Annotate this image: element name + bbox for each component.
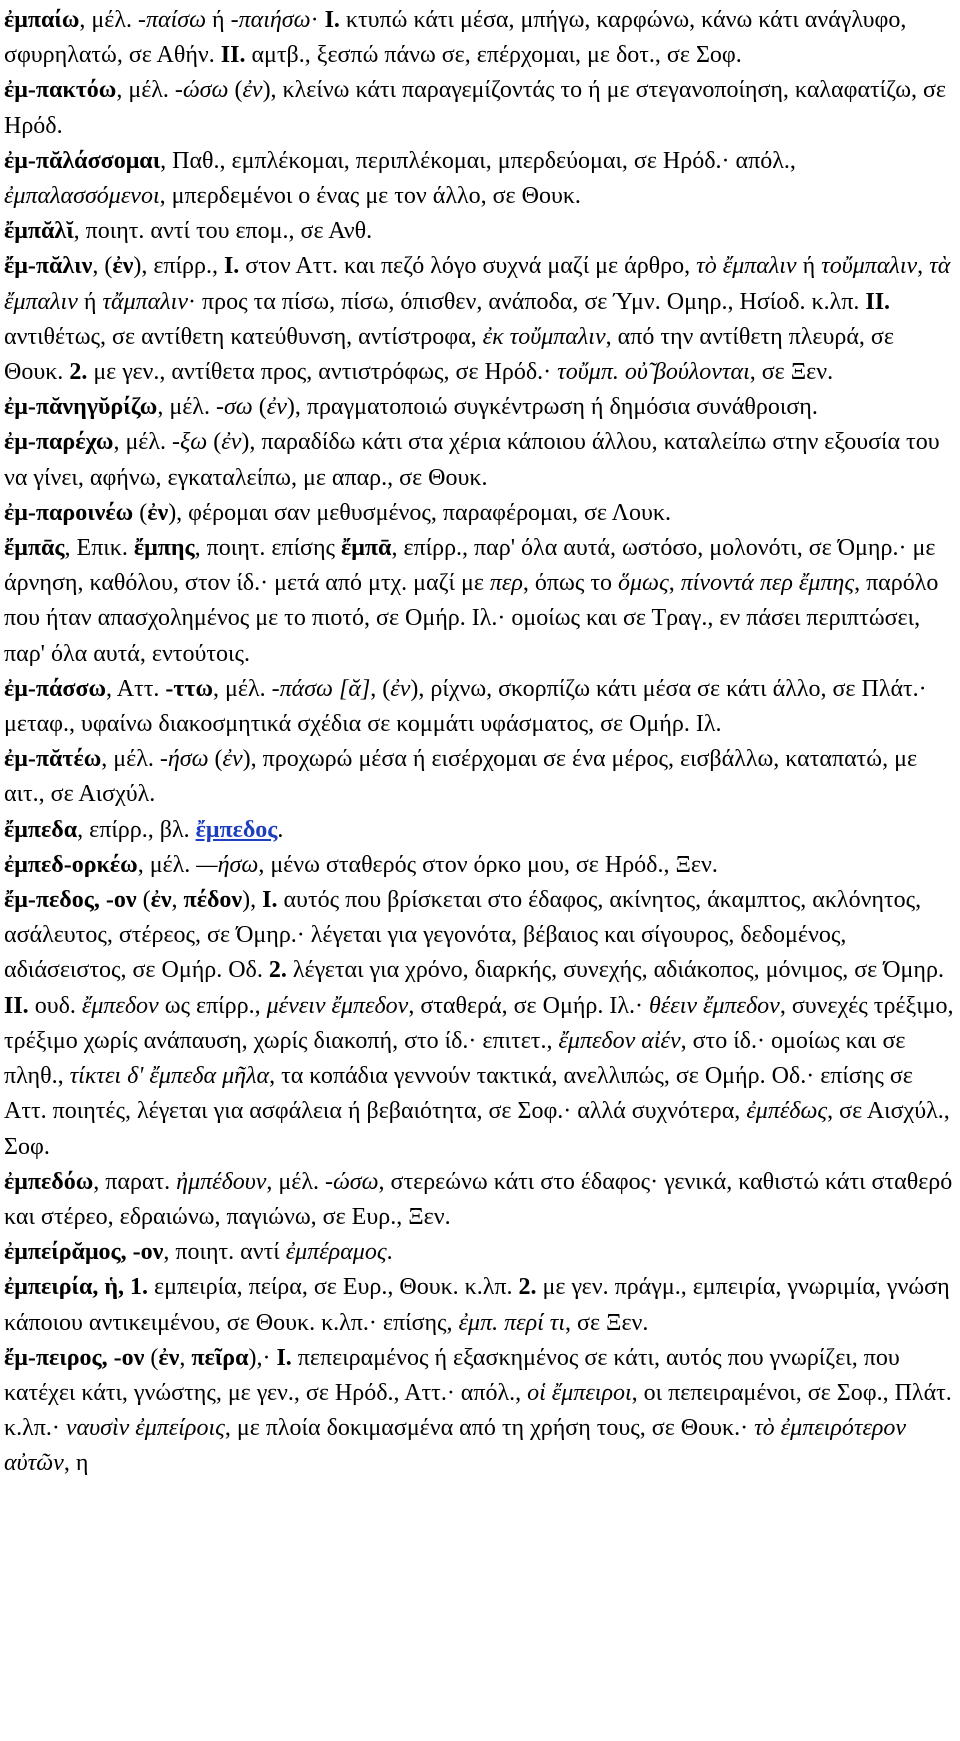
entry-text: ( xyxy=(252,394,267,421)
dictionary-entry xyxy=(4,813,956,848)
entry-text: , ποιητ. αντί xyxy=(163,1239,286,1266)
entry-text: · xyxy=(310,7,325,33)
entry-text: , μέλ. xyxy=(113,429,173,456)
entry-headword: ἔμ-πειρος, -ον xyxy=(4,1344,145,1371)
entry-text: , μπερδεμένοι ο ένας με τον άλλο, σε Θουκ. xyxy=(159,183,581,210)
entry-text: , όπως το xyxy=(522,570,618,597)
entry-headword: ἐμ-πάσσω xyxy=(4,675,107,702)
entry-greek-italic: ἐν xyxy=(222,746,243,773)
entry-greek-italic: μένειν ἔμπεδον xyxy=(266,992,409,1019)
entry-text: ), επίρρ., xyxy=(133,253,224,280)
entry-greek-italic: —ήσω xyxy=(196,851,259,878)
entry-headword: ἐν xyxy=(158,1344,180,1371)
entry-greek-italic: -ώσω xyxy=(174,77,229,104)
entry-text: ), κλείνω κάτι παραγεμίζοντάς το ή με στεγανοποίηση, καλαφατίζω, σε Ηρόδ. xyxy=(4,77,947,139)
entry-greek-italic: ἐν xyxy=(390,675,411,702)
dictionary-entry xyxy=(4,425,956,495)
entry-text: ή xyxy=(796,253,822,280)
entry-text: , μέλ. xyxy=(157,394,216,421)
entry-text: , xyxy=(171,887,184,914)
dictionary-entry xyxy=(4,249,956,390)
entry-headword: ἐμ-πᾰνηγῠρίζω xyxy=(4,394,158,421)
entry-text: με γεν., αντίθετα προς, αντιστρόφως, σε Ηρόδ.· xyxy=(87,359,558,386)
entry-greek-italic: ἐν xyxy=(266,394,287,421)
entry-text: , επίρρ., βλ. xyxy=(77,816,196,843)
entry-text: , ( xyxy=(92,253,113,280)
entry-headword: ἔμ-πεδος, -ον xyxy=(4,887,137,914)
entry-text: . xyxy=(277,816,284,843)
entry-text: ),· xyxy=(248,1344,277,1371)
entry-headword: II. xyxy=(220,42,246,69)
entry-text: , από την αντίθετη πλευρά, σε Θουκ. xyxy=(4,323,894,386)
entry-text: , Επικ. xyxy=(64,535,134,562)
entry-text: ή xyxy=(77,288,103,315)
entry-greek-italic: ἐμπ. περί τι xyxy=(458,1309,566,1336)
entry-greek-italic: τοὔμπ. οὐ̃ βούλονται xyxy=(557,359,750,386)
entry-text: , σε Ξεν. xyxy=(565,1309,649,1336)
entry-greek-italic: πίνοντά περ ἔμπης xyxy=(680,570,855,597)
entry-greek-italic: ἐμπαλασσόμενοι xyxy=(4,183,160,210)
dictionary-entry xyxy=(4,848,956,883)
entry-text: ), πραγματοποιώ συγκέντρωση ή δημόσια συνάθροιση. xyxy=(286,394,818,421)
entry-text: αντιθέτως, σε αντίθετη κατεύθυνση, αντίστροφα, xyxy=(4,323,483,350)
dictionary-entry xyxy=(4,496,956,531)
entry-headword: I. xyxy=(262,887,278,914)
entry-text: ουδ. xyxy=(28,992,82,1019)
dictionary-entry xyxy=(4,144,956,214)
dictionary-entry xyxy=(4,883,956,1165)
entry-text: εμπειρία, πείρα, σε Ευρ., Θουκ. κ.λπ. xyxy=(148,1274,519,1301)
entry-headword: πεῖρα xyxy=(191,1344,249,1371)
entry-text: , μένω σταθερός στον όρκο μου, σε Ηρόδ., Ξεν. xyxy=(258,851,718,878)
dictionary-entry xyxy=(4,1235,956,1270)
entry-text: ), φέρομαι σαν μεθυσμένος, παραφέρομαι, σε Λουκ. xyxy=(168,499,672,526)
entry-text: πεπειραμένος ή εξασκημένος σε κάτι, αυτός που γνωρίζει, που κατέχει κάτι, γνώστης, με γεν., σε Ηρόδ., Αττ.· απόλ., xyxy=(4,1344,900,1406)
entry-greek-italic: τὰ ἔμπαλιν xyxy=(4,253,951,315)
entry-text: , xyxy=(668,570,681,597)
entry-text: , συνεχές τρέξιμο, τρέξιμο χωρίς ανάπαυση, χωρίς διακοπή, στο ίδ.· επιτετ., xyxy=(4,992,954,1054)
entry-headword: ἐμπείρᾰμος, -ον xyxy=(4,1239,164,1266)
entry-text: ( xyxy=(228,77,243,104)
entry-headword: ἔμπης xyxy=(133,535,195,562)
entry-text: αυτός που βρίσκεται στο έδαφος, ακίνητος, άκαμπτος, ακλόνητος, ασάλευτος, στέρεος, σε Όμηρ.· λέγεται για γεγονότα, βέβαιος και σίγουρος, δεδομένος, αδιάσειστος, σε Ομήρ. Οδ. xyxy=(4,887,922,984)
entry-text: , μέλ. xyxy=(79,7,138,33)
entry-headword: 2. xyxy=(268,957,287,984)
entry-headword: ἐμπειρία, ἡ, 1. xyxy=(4,1274,149,1301)
entry-text: , ποιητ. αντί του επομ., σε Ανθ. xyxy=(73,218,373,245)
entry-greek-italic: -παίσω xyxy=(137,7,207,33)
entry-headword: ἐμ-πακτόω xyxy=(4,77,117,104)
entry-greek-italic: -ήσω xyxy=(159,746,209,773)
entry-headword: ἐν xyxy=(150,887,172,914)
entry-text: αμτβ., ξεσπώ πάνω σε, επέρχομαι, με δοτ., σε Σοφ. xyxy=(245,42,742,69)
entry-text: ( xyxy=(133,499,148,526)
entry-headword: I. xyxy=(276,1344,292,1371)
entry-text: , η xyxy=(63,1450,89,1477)
entry-text: , μέλ. xyxy=(266,1168,326,1195)
entry-text: . xyxy=(386,1239,393,1266)
entry-text: , μέλ. xyxy=(101,746,160,773)
entry-text: ( xyxy=(136,887,151,914)
entry-headword: ἔμπᾱς xyxy=(4,535,65,562)
entry-text: , στο ίδ.· ομοίως και σε πληθ., xyxy=(4,1027,906,1090)
entry-text: ως επίρρ., xyxy=(158,992,267,1019)
entry-greek-italic: ἔμπεδον αἰέν xyxy=(558,1027,681,1054)
entry-headword: ἔμ-πᾰλιν xyxy=(4,253,93,280)
entry-greek-italic: ναυσὶν ἐμπείροις xyxy=(65,1415,225,1442)
entry-text: ), προχωρώ μέσα ή εισέρχομαι σε ένα μέρος, εισβάλλω, καταπατώ, με αιτ., σε Αισχύλ. xyxy=(4,746,918,808)
dictionary-entry xyxy=(4,214,956,249)
entry-headword: ἐμ-πᾰλάσσομαι xyxy=(4,147,161,174)
dictionary-entry xyxy=(4,531,956,672)
dictionary-entry xyxy=(4,742,956,812)
entry-headword: 2. xyxy=(69,359,88,386)
entry-greek-italic: ἔμπεδον xyxy=(81,992,159,1019)
entry-text: , επίρρ., παρ' όλα αυτά, ωστόσο, μολονότι, σε Όμηρ.· με άρνηση, καθόλου, στον ίδ.· μετά από μτχ. μαζί με xyxy=(4,535,936,597)
entry-text: ), xyxy=(242,887,263,914)
entry-greek-italic: ἐμπέδως xyxy=(746,1098,828,1125)
cross-reference-link[interactable]: ἔμπεδος xyxy=(195,816,278,843)
entry-text: ), παραδίδω κάτι στα χέρια κάποιου άλλου, καταλείπω στην εξουσία του να γίνει, αφήνω, εγκαταλείπω, με απαρ., σε Θουκ. xyxy=(4,429,940,491)
entry-text: , οι πεπειραμένοι, σε Σοφ., Πλάτ. κ.λπ.· xyxy=(4,1379,952,1442)
entry-text: , σταθερά, σε Ομήρ. Ιλ.· xyxy=(408,992,649,1019)
entry-headword: ἐμ-παρέχω xyxy=(4,429,114,456)
entry-greek-italic: θέειν ἔμπεδον xyxy=(648,992,780,1019)
entry-headword: ἐν xyxy=(112,253,134,280)
entry-text: , μέλ. xyxy=(213,675,272,702)
entry-text: , παρατ. xyxy=(93,1168,177,1195)
entry-text: , xyxy=(917,253,930,280)
entry-text: , Αττ. xyxy=(106,675,166,702)
entry-headword: II. xyxy=(4,992,29,1019)
dictionary-entry xyxy=(4,1165,956,1235)
dictionary-entry xyxy=(4,3,956,73)
entry-greek-italic: τὸ ἔμπαλιν xyxy=(696,253,797,280)
entry-headword: ἐμπεδ-ορκέω xyxy=(4,851,138,878)
entry-headword: I. xyxy=(324,7,340,33)
entry-headword: ἐμ-πᾰτέω xyxy=(4,746,102,773)
entry-text: , Παθ., εμπλέκομαι, περιπλέκομαι, μπερδεύομαι, σε Ηρόδ.· απόλ., xyxy=(160,147,796,174)
entry-text: ), ρίχνω, σκορπίζω κάτι μέσα σε κάτι άλλο, σε Πλάτ.· μεταφ., υφαίνω διακοσμητικά σχέδια σε κομμάτι υφάσματος, σε Ομήρ. Ιλ. xyxy=(4,675,927,738)
entry-text: · προς τα πίσω, πίσω, όπισθεν, ανάποδα, σε Ύμν. Ομηρ., Ησίοδ. κ.λπ. xyxy=(187,288,866,315)
entry-headword: ἔμπᾱ xyxy=(341,535,392,562)
entry-text: , παρόλο που ήταν απασχολημένος με το πιοτό, σε Ομήρ. Ιλ.· ομοίως και σε Τραγ., εν πάσει περιπτώσει, παρ' όλα αυτά, εντούτοις. xyxy=(4,570,939,667)
entry-text: , σε Αισχύλ., Σοφ. xyxy=(4,1098,950,1160)
entry-greek-italic: τἄμπαλιν xyxy=(102,288,188,315)
entry-text: , ποιητ. επίσης xyxy=(194,535,342,562)
entry-text: ( xyxy=(144,1344,159,1371)
entry-greek-italic: -ώσω xyxy=(325,1168,379,1195)
entry-text: ( xyxy=(208,746,223,773)
entry-greek-italic: -σω xyxy=(215,394,253,421)
entry-text: , στερεώνω κάτι στο έδαφος· γενικά, καθιστώ κάτι σταθερό και στέρεο, εδραιώνω, παγιώνω, σε Ευρ., Ξεν. xyxy=(4,1168,953,1230)
dictionary-entry xyxy=(4,1270,956,1340)
entry-greek-italic: -ξω xyxy=(172,429,208,456)
entry-headword: -ττω xyxy=(165,675,214,702)
dictionary-entry xyxy=(4,73,956,143)
dictionary-entry xyxy=(4,1341,956,1482)
entry-headword: ἐν xyxy=(147,499,169,526)
entry-headword: ἔμπᾰλῐ xyxy=(4,218,74,245)
entry-text: κτυπώ κάτι μέσα, μπήγω, καρφώνω, κάνω κάτι ανάγλυφο, σφυρηλατώ, σε Αθήν. xyxy=(4,7,907,69)
entry-greek-italic: ἐν xyxy=(221,429,242,456)
entry-text: , τα κοπάδια γεννούν τακτικά, ανελλιπώς, σε Ομήρ. Οδ.· επίσης σε Αττ. ποιητές, λέγεται για ασφάλεια ή βεβαιότητα, σε Σοφ.· αλλά συχνότερα, xyxy=(4,1063,913,1125)
entry-headword: 2. xyxy=(518,1274,537,1301)
entry-greek-italic: τοὔμπαλιν xyxy=(821,253,918,280)
entry-headword: ἐμπαίω xyxy=(4,7,80,33)
entry-text: με γεν. πράγμ., εμπειρία, γνωριμία, γνώση κάποιου αντικειμένου, σε Θουκ. κ.λπ.· επίσης, xyxy=(4,1274,950,1336)
dictionary-entry xyxy=(4,390,956,425)
entry-text: στον Αττ. και πεζό λόγο συχνά μαζί με άρθρο, xyxy=(239,253,697,280)
entry-greek-italic: ἠμπέδουν xyxy=(176,1168,267,1195)
entry-text: ή xyxy=(206,7,231,33)
entry-greek-italic: περ xyxy=(489,570,523,597)
entry-greek-italic: τὸ ἐμπειρότερον αὐτῶν xyxy=(4,1415,907,1477)
entry-text: , xyxy=(179,1344,192,1371)
entry-text: , ( xyxy=(370,675,391,702)
entry-text: , σε Ξεν. xyxy=(749,359,834,386)
entry-headword: ἐμπεδόω xyxy=(4,1168,94,1195)
entry-text: , μέλ. xyxy=(116,77,175,104)
entry-headword: πέδον xyxy=(183,887,243,914)
entry-headword: I. xyxy=(223,253,240,280)
entry-headword: ἔμπεδα xyxy=(4,816,78,843)
entry-text: λέγεται για χρόνο, διαρκής, συνεχής, αδιάκοπος, μόνιμος, σε Όμηρ. xyxy=(286,957,944,984)
entry-text: , μέλ. xyxy=(137,851,197,878)
entry-greek-italic: -πάσω [ᾰ] xyxy=(271,675,371,702)
entry-headword: ἐμ-παροινέω xyxy=(4,499,134,526)
entry-greek-italic: οἱ ἔμπειροι xyxy=(527,1379,632,1406)
entry-greek-italic: ἐμπέραμος xyxy=(285,1239,387,1266)
entry-greek-italic: τίκτει δ' ἔμπεδα μῆλα xyxy=(69,1063,270,1090)
entry-greek-italic: ἐν xyxy=(242,77,263,104)
entry-greek-italic: -παιήσω xyxy=(230,7,311,33)
entry-headword: II. xyxy=(865,288,891,315)
entry-text: ( xyxy=(207,429,222,456)
entry-greek-italic: ὅμως xyxy=(617,570,669,597)
entry-greek-italic: ἐκ τοὔμπαλιν xyxy=(482,323,606,350)
entry-text: , με πλοία δοκιμασμένα από τη χρήση τους, σε Θουκ.· xyxy=(224,1415,755,1442)
dictionary-entry xyxy=(4,672,956,742)
